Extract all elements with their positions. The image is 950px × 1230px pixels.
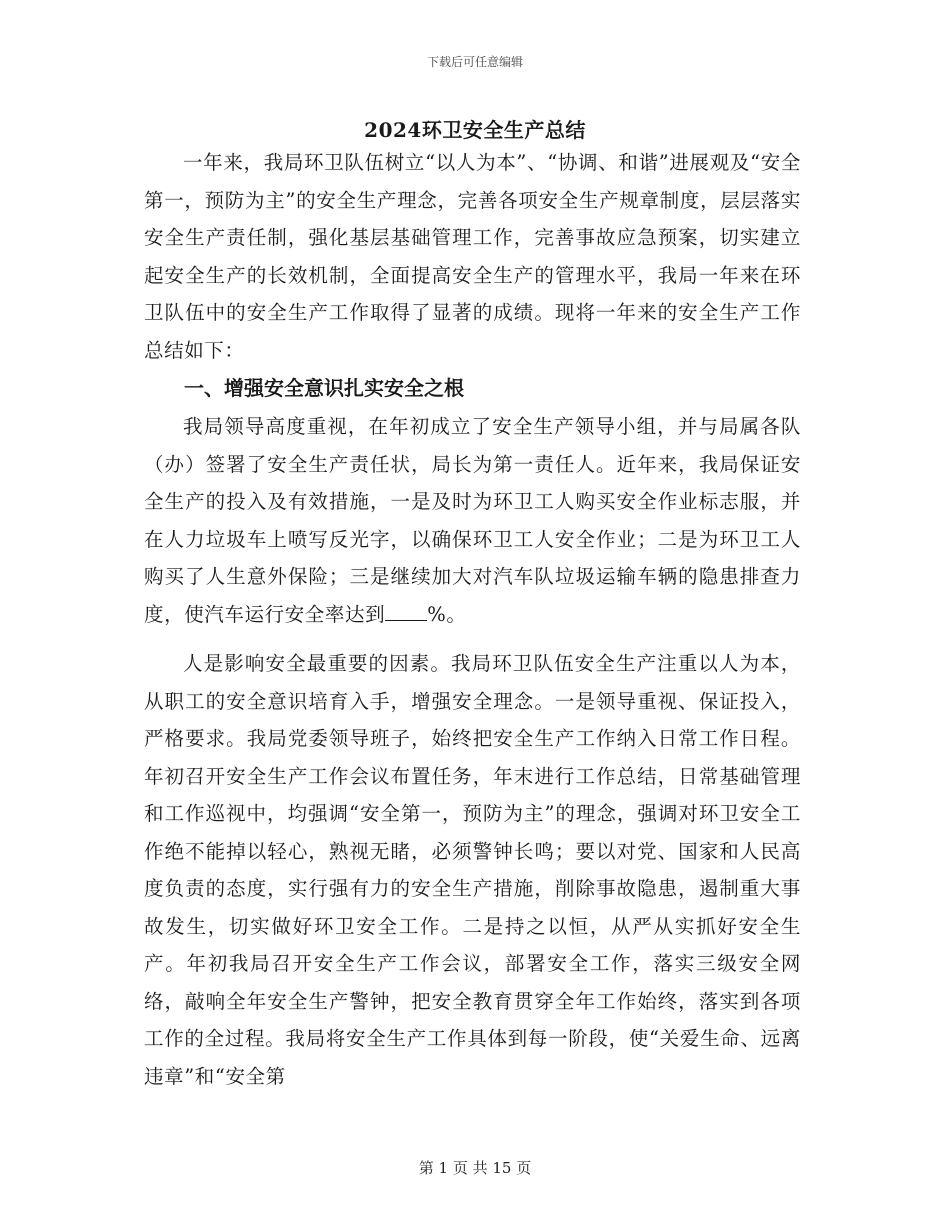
document-body [144,144,801,1095]
fill-in-blank [385,600,427,621]
paragraph-leadership [144,408,801,633]
paragraph-leadership-suffix: %。 [427,602,467,626]
page-number: 第 1 页 共 15 页 [418,1159,532,1177]
paragraph-leadership-text: 我局领导高度重视，在年初成立了安全生产领导小组，并与局属各队（办）签署了安全生产责任状，局长为第一责任人。近年来，我局保证安全生产的投入及有效措施，一是及时为环卫工人购买安全作业标志服，并在人力垃圾车上喷写反光字，以确保环卫工人安全作业；二是为环卫工人购买了人生意外保险；三是继续加大对汽车队垃圾运输车辆的隐患排查力度，使汽车运行安全率达到 [144,415,801,626]
header-note: 下载后可任意编辑 [426,55,523,69]
document-title: 2024环卫安全生产总结 [364,118,586,142]
intro-paragraph: 一年来，我局环卫队伍树立“以人为本”、“协调、和谐”进展观及“安全第一，预防为主”的安全生产理念，完善各项安全生产规章制度，层层落实安全生产责任制，强化基层基础管理工作，完善事故应急预案，切实建立起安全生产的长效机制，全面提高安全生产的管理水平，我局一年来在环卫队伍中的安全生产工作取得了显著的成绩。现将一年来的安全生产工作总结如下： [144,151,801,362]
paragraph-people: 人是影响安全最重要的因素。我局环卫队伍安全生产注重以人为本，从职工的安全意识培育入手，增强安全理念。一是领导重视、保证投入，严格要求。我局党委领导班子，始终把安全生产工作纳入日常工作日程。年初召开安全生产工作会议布置任务，年末进行工作总结，日常基础管理和工作巡视中，均强调“安全第一，预防为主”的理念，强调对环卫安全工作绝不能掉以轻心，熟视无睹，必须警钟长鸣；要以对党、国家和人民高度负责的态度，实行强有力的安全生产措施，削除事故隐患，遏制重大事故发生，切实做好环卫安全工作。二是持之以恒，从严从实抓好安全生产。年初我局召开安全生产工作会议，部署安全工作，落实三级安全网络，敲响全年安全生产警钟，把安全教育贯穿全年工作始终，落实到各项工作的全过程。我局将安全生产工作具体到每一阶段，使“关爱生命、远离违章”和“安全第 [144,652,801,1088]
section-heading: 一、增强安全意识扎实安全之根 [184,376,464,400]
